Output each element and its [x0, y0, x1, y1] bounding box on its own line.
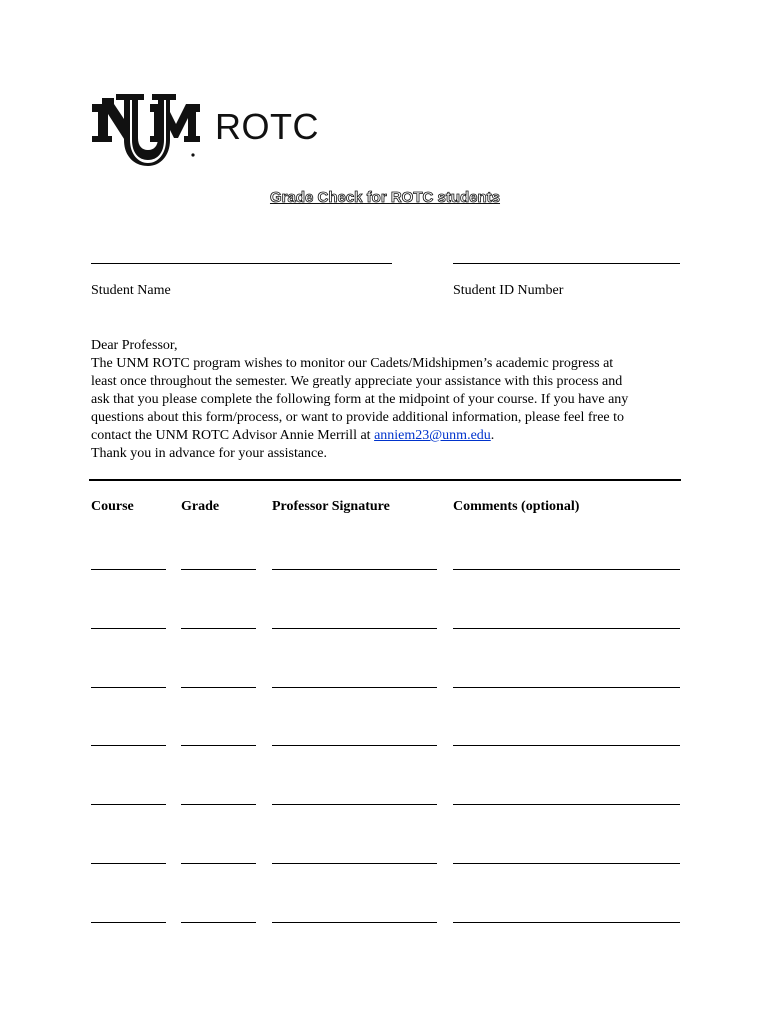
comments-blank[interactable]: [453, 628, 680, 629]
course-blank[interactable]: [91, 569, 166, 570]
header-grade: Grade: [181, 499, 220, 514]
comments-blank[interactable]: [453, 687, 680, 688]
unm-logo-icon: [92, 94, 200, 166]
letter-line: questions about this form/process, or want to provide additional information, please feel free to: [91, 410, 625, 425]
grade-blank[interactable]: [181, 745, 256, 746]
comments-blank[interactable]: [453, 863, 680, 864]
course-blank[interactable]: [91, 687, 166, 688]
letter-salutation: Dear Professor,: [91, 338, 178, 353]
course-blank[interactable]: [91, 922, 166, 923]
signature-blank[interactable]: [272, 922, 437, 923]
signature-blank[interactable]: [272, 687, 437, 688]
letter-line: least once throughout the semester. We greatly appreciate your assistance with this process and: [91, 374, 623, 389]
header-professor-signature: Professor Signature: [272, 499, 390, 514]
grade-blank[interactable]: [181, 687, 256, 688]
student-name-label: Student Name: [91, 283, 171, 298]
signature-blank[interactable]: [272, 569, 437, 570]
student-name-field[interactable]: [91, 263, 392, 264]
grade-blank[interactable]: [181, 804, 256, 805]
rotc-logo-text: ROTC: [215, 106, 319, 147]
header-course: Course: [91, 499, 134, 514]
letter-line: ask that you please complete the following form at the midpoint of your course. If you have any: [91, 392, 629, 407]
contact-suffix: .: [490, 428, 495, 443]
student-id-label: Student ID Number: [453, 283, 564, 298]
signature-blank[interactable]: [272, 745, 437, 746]
advisor-email-link[interactable]: anniem23@unm.edu: [374, 428, 491, 443]
student-id-field[interactable]: [453, 263, 680, 264]
page-title: Grade Check for ROTC students: [269, 189, 501, 206]
grade-blank[interactable]: [181, 569, 256, 570]
signature-blank[interactable]: [272, 628, 437, 629]
header-comments: Comments (optional): [453, 499, 580, 514]
course-blank[interactable]: [91, 804, 166, 805]
comments-blank[interactable]: [453, 922, 680, 923]
grade-blank[interactable]: [181, 628, 256, 629]
contact-prefix: contact the UNM ROTC Advisor Annie Merrill at: [91, 428, 375, 443]
signature-blank[interactable]: [272, 863, 437, 864]
comments-blank[interactable]: [453, 569, 680, 570]
letter-contact-line: [91, 427, 691, 445]
signature-blank[interactable]: [272, 804, 437, 805]
unm-rotc-logo: [92, 94, 332, 168]
grade-blank[interactable]: [181, 863, 256, 864]
grade-blank[interactable]: [181, 922, 256, 923]
letter-closing: Thank you in advance for your assistance.: [91, 446, 327, 461]
letter-body: [91, 337, 691, 463]
comments-blank[interactable]: [453, 804, 680, 805]
course-blank[interactable]: [91, 863, 166, 864]
course-blank[interactable]: [91, 745, 166, 746]
section-divider: [89, 479, 681, 481]
course-blank[interactable]: [91, 628, 166, 629]
letter-line: The UNM ROTC program wishes to monitor our Cadets/Midshipmen’s academic progress at: [91, 356, 614, 371]
comments-blank[interactable]: [453, 745, 680, 746]
